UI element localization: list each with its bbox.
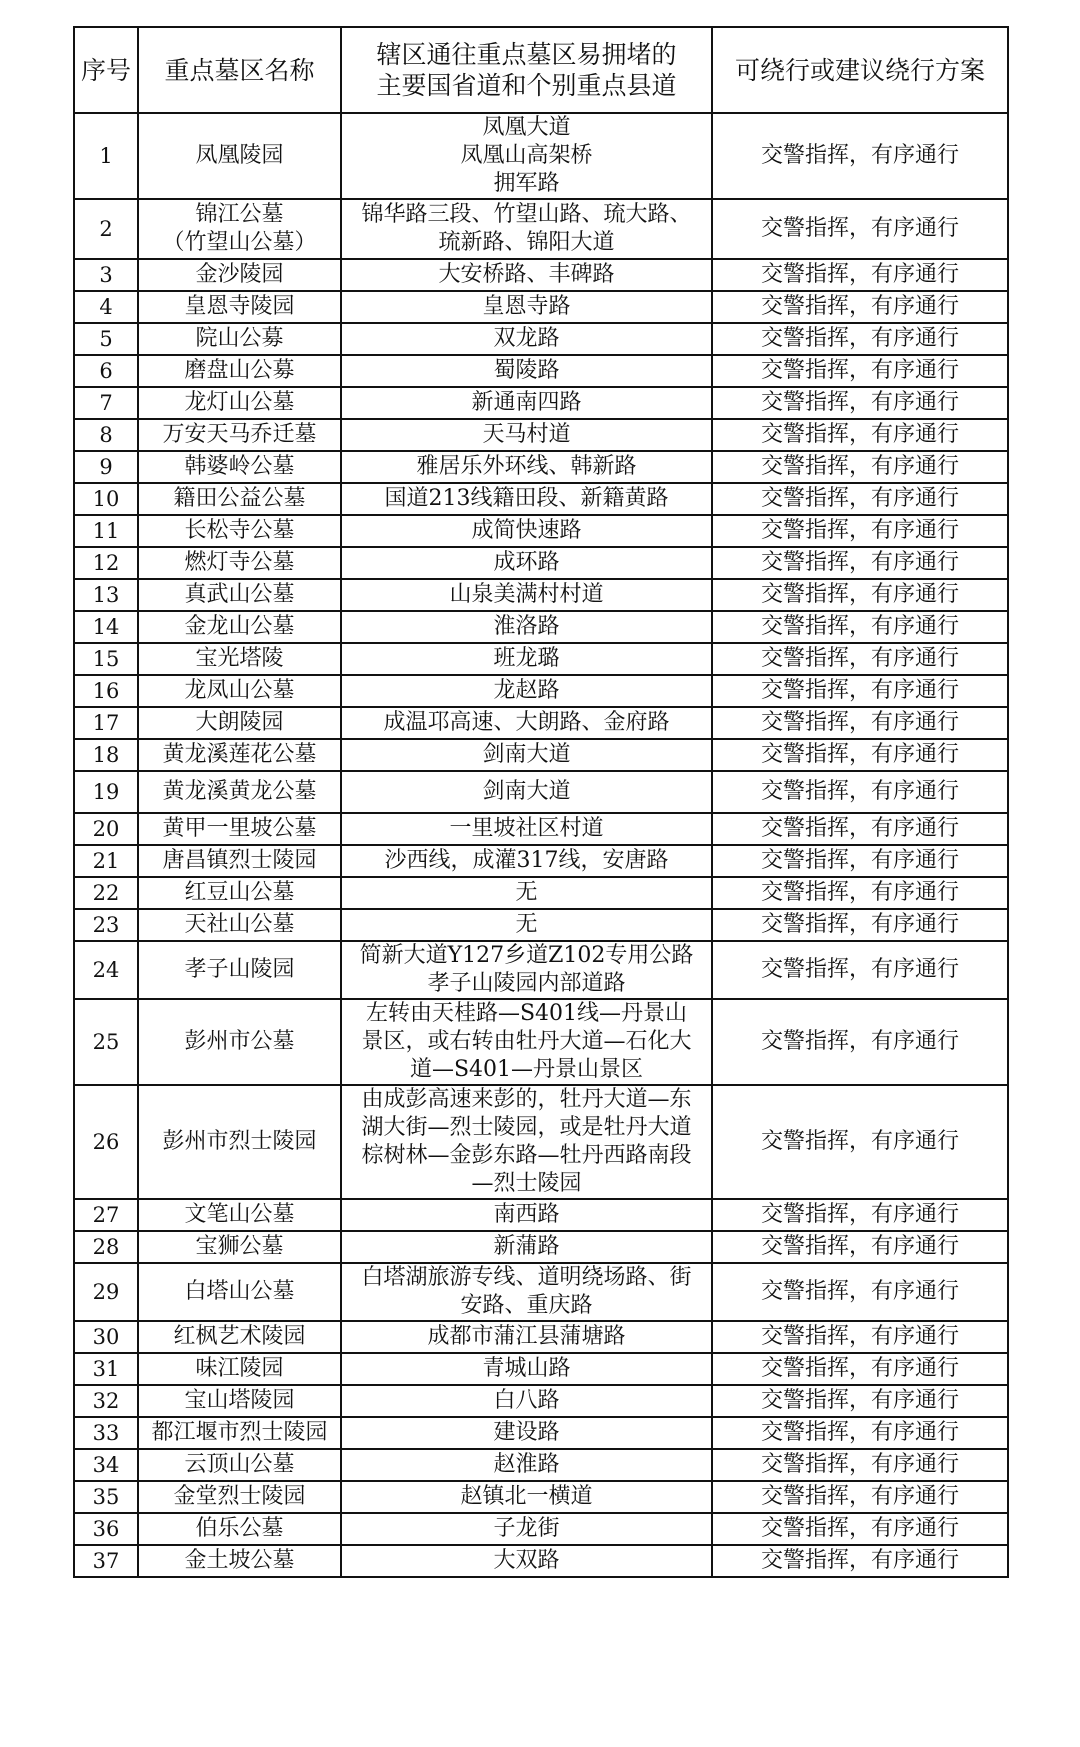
road-line: 沙西线，成灌317线，安唐路 — [384, 848, 669, 873]
road-line: 棕树林—金彭东路—牡丹西路南段 — [361, 1143, 692, 1168]
congested-roads — [341, 355, 712, 387]
table-row — [74, 1085, 1008, 1199]
row-number: 25 — [74, 999, 138, 1085]
row-number: 32 — [74, 1385, 138, 1417]
road-line: 子龙街 — [493, 1516, 560, 1541]
row-number: 15 — [74, 643, 138, 675]
road-line: 剑南大道 — [482, 779, 571, 804]
road-line: 成环路 — [493, 550, 560, 575]
cemetery-name-line: 燃灯寺公墓 — [184, 550, 295, 575]
table-row — [74, 419, 1008, 451]
congested-roads — [341, 941, 712, 999]
road-line: 大安桥路、丰碑路 — [438, 262, 615, 287]
table-row — [74, 1353, 1008, 1385]
cemetery-name-line: 伯乐公墓 — [195, 1516, 284, 1541]
table-row — [74, 547, 1008, 579]
road-line: 赵淮路 — [493, 1452, 560, 1477]
row-number: 11 — [74, 515, 138, 547]
table-row — [74, 355, 1008, 387]
cemetery-name — [138, 1513, 341, 1545]
congested-roads — [341, 707, 712, 739]
detour-plan: 交警指挥，有序通行 — [712, 579, 1008, 611]
cemetery-name-line: 文笔山公墓 — [184, 1202, 295, 1227]
cemetery-name — [138, 1321, 341, 1353]
row-number: 35 — [74, 1481, 138, 1513]
road-line: 南西路 — [493, 1202, 560, 1227]
road-line: 青城山路 — [482, 1356, 571, 1381]
table-row — [74, 323, 1008, 355]
detour-plan: 交警指挥，有序通行 — [712, 739, 1008, 771]
cemetery-name — [138, 771, 341, 813]
road-line: 成都市蒲江县蒲塘路 — [427, 1324, 626, 1349]
congested-roads — [341, 387, 712, 419]
road-line: 安路、重庆路 — [460, 1293, 593, 1318]
cemetery-name — [138, 451, 341, 483]
road-line: 天马村道 — [482, 422, 571, 447]
detour-plan: 交警指挥，有序通行 — [712, 643, 1008, 675]
table-row — [74, 579, 1008, 611]
road-line: 班龙璐 — [493, 646, 560, 671]
congested-roads — [341, 845, 712, 877]
detour-plan: 交警指挥，有序通行 — [712, 199, 1008, 259]
road-line: 琉新路、锦阳大道 — [438, 230, 615, 255]
table-row — [74, 1263, 1008, 1321]
table-row — [74, 113, 1008, 199]
header-no: 序号 — [74, 27, 138, 113]
congested-roads — [341, 451, 712, 483]
cemetery-name-line: 真武山公墓 — [184, 582, 295, 607]
congested-roads — [341, 547, 712, 579]
row-number: 1 — [74, 113, 138, 199]
congested-roads — [341, 1263, 712, 1321]
table-row — [74, 877, 1008, 909]
congested-roads — [341, 1085, 712, 1199]
congested-roads — [341, 113, 712, 199]
detour-plan: 交警指挥，有序通行 — [712, 515, 1008, 547]
road-line: 淮洛路 — [493, 614, 560, 639]
road-line: 一里坡社区村道 — [449, 816, 604, 841]
congested-roads — [341, 579, 712, 611]
detour-plan: 交警指挥，有序通行 — [712, 845, 1008, 877]
table-row — [74, 199, 1008, 259]
congested-roads — [341, 323, 712, 355]
congested-roads — [341, 1449, 712, 1481]
road-line: 赵镇北一横道 — [460, 1484, 593, 1509]
row-number: 22 — [74, 877, 138, 909]
row-number: 30 — [74, 1321, 138, 1353]
detour-plan: 交警指挥，有序通行 — [712, 771, 1008, 813]
table-row — [74, 643, 1008, 675]
road-line: 新蒲路 — [493, 1234, 560, 1259]
cemetery-name-line: 万安天马乔迁墓 — [162, 422, 317, 447]
cemetery-name — [138, 845, 341, 877]
detour-plan: 交警指挥，有序通行 — [712, 113, 1008, 199]
road-line: 孝子山陵园内部道路 — [427, 971, 626, 996]
detour-plan: 交警指挥，有序通行 — [712, 387, 1008, 419]
row-number: 37 — [74, 1545, 138, 1577]
header-roads-line: 辖区通往重点墓区易拥堵的 — [376, 40, 677, 69]
cemetery-name-line: 金土坡公墓 — [184, 1548, 295, 1573]
header-row — [74, 27, 1008, 113]
congested-roads — [341, 259, 712, 291]
cemetery-name — [138, 999, 341, 1085]
congested-roads — [341, 611, 712, 643]
cemetery-name — [138, 1231, 341, 1263]
row-number: 24 — [74, 941, 138, 999]
detour-plan: 交警指挥，有序通行 — [712, 323, 1008, 355]
table-row — [74, 1385, 1008, 1417]
road-line: 白塔湖旅游专线、道明绕场路、街 — [361, 1265, 692, 1290]
cemetery-name — [138, 675, 341, 707]
road-line: 无 — [515, 880, 538, 905]
cemetery-name-line: 龙灯山公墓 — [184, 390, 295, 415]
cemetery-name-line: 天社山公墓 — [184, 912, 295, 937]
cemetery-name-line: 金沙陵园 — [195, 262, 284, 287]
detour-plan: 交警指挥，有序通行 — [712, 611, 1008, 643]
cemetery-name — [138, 1449, 341, 1481]
row-number: 7 — [74, 387, 138, 419]
cemetery-name — [138, 483, 341, 515]
congested-roads — [341, 813, 712, 845]
cemetery-name — [138, 1417, 341, 1449]
road-line: 剑南大道 — [482, 742, 571, 767]
congested-roads — [341, 1353, 712, 1385]
table-row — [74, 771, 1008, 813]
road-line: 拥军路 — [493, 171, 560, 196]
road-line: 由成彭高速来彭的，牡丹大道—东 — [361, 1087, 692, 1112]
road-line: 大双路 — [493, 1548, 560, 1573]
table-row — [74, 813, 1008, 845]
cemetery-name-line: 味江陵园 — [195, 1356, 284, 1381]
detour-plan: 交警指挥，有序通行 — [712, 1417, 1008, 1449]
cemetery-name — [138, 387, 341, 419]
header-congested-roads — [341, 27, 712, 113]
cemetery-route-table — [73, 26, 1009, 1578]
table-row — [74, 387, 1008, 419]
row-number: 4 — [74, 291, 138, 323]
cemetery-name — [138, 1545, 341, 1577]
detour-plan: 交警指挥，有序通行 — [712, 1545, 1008, 1577]
congested-roads — [341, 515, 712, 547]
road-line: 成简快速路 — [471, 518, 582, 543]
cemetery-name-line: 红枫艺术陵园 — [173, 1324, 306, 1349]
road-line: 皇恩寺路 — [482, 294, 571, 319]
road-line: 左转由天桂路—S401线—丹景山 — [365, 1001, 688, 1026]
table-row — [74, 1449, 1008, 1481]
table-row — [74, 707, 1008, 739]
table-row — [74, 845, 1008, 877]
road-line: 新通南四路 — [471, 390, 582, 415]
detour-plan: 交警指挥，有序通行 — [712, 451, 1008, 483]
cemetery-name — [138, 1199, 341, 1231]
row-number: 2 — [74, 199, 138, 259]
table-row — [74, 611, 1008, 643]
row-number: 8 — [74, 419, 138, 451]
cemetery-name — [138, 643, 341, 675]
row-number: 13 — [74, 579, 138, 611]
cemetery-name — [138, 199, 341, 259]
congested-roads — [341, 909, 712, 941]
row-number: 5 — [74, 323, 138, 355]
cemetery-name-line: 黄龙溪莲花公墓 — [162, 742, 317, 767]
cemetery-name — [138, 941, 341, 999]
table-row — [74, 451, 1008, 483]
detour-plan: 交警指挥，有序通行 — [712, 1385, 1008, 1417]
row-number: 21 — [74, 845, 138, 877]
header-roads-line: 主要国省道和个别重点县道 — [376, 71, 677, 100]
road-line: 国道213线籍田段、新籍黄路 — [384, 486, 669, 511]
cemetery-name-line: 磨盘山公募 — [184, 358, 295, 383]
cemetery-name-line: 金龙山公墓 — [184, 614, 295, 639]
row-number: 23 — [74, 909, 138, 941]
table-row — [74, 515, 1008, 547]
table-row — [74, 259, 1008, 291]
table-row — [74, 909, 1008, 941]
congested-roads — [341, 1513, 712, 1545]
row-number: 34 — [74, 1449, 138, 1481]
row-number: 14 — [74, 611, 138, 643]
cemetery-name — [138, 909, 341, 941]
detour-plan: 交警指挥，有序通行 — [712, 1353, 1008, 1385]
cemetery-name-line: 黄龙溪黄龙公墓 — [162, 779, 317, 804]
row-number: 10 — [74, 483, 138, 515]
cemetery-name — [138, 259, 341, 291]
congested-roads — [341, 1417, 712, 1449]
cemetery-name-line: 云顶山公墓 — [184, 1452, 295, 1477]
table-row — [74, 1417, 1008, 1449]
congested-roads — [341, 999, 712, 1085]
cemetery-name-line: （竹望山公墓） — [162, 230, 317, 255]
congested-roads — [341, 1231, 712, 1263]
cemetery-name-line: 皇恩寺陵园 — [184, 294, 295, 319]
row-number: 3 — [74, 259, 138, 291]
cemetery-name — [138, 1085, 341, 1199]
road-line: 湖大街—烈士陵园，或是牡丹大道 — [361, 1115, 692, 1140]
row-number: 17 — [74, 707, 138, 739]
cemetery-name — [138, 355, 341, 387]
detour-plan: 交警指挥，有序通行 — [712, 1263, 1008, 1321]
table-row — [74, 1231, 1008, 1263]
cemetery-name — [138, 1385, 341, 1417]
table-row — [74, 941, 1008, 999]
cemetery-name — [138, 579, 341, 611]
detour-plan: 交警指挥，有序通行 — [712, 877, 1008, 909]
row-number: 33 — [74, 1417, 138, 1449]
cemetery-name — [138, 877, 341, 909]
road-line: 锦华路三段、竹望山路、琉大路、 — [361, 202, 692, 227]
detour-plan: 交警指挥，有序通行 — [712, 547, 1008, 579]
header-detour-plan: 可绕行或建议绕行方案 — [712, 27, 1008, 113]
road-line: 建设路 — [493, 1420, 560, 1445]
cemetery-name-line: 黄甲一里坡公墓 — [162, 816, 317, 841]
road-line: 简新大道Y127乡道Z102专用公路 — [359, 943, 694, 968]
row-number: 27 — [74, 1199, 138, 1231]
detour-plan: 交警指挥，有序通行 — [712, 355, 1008, 387]
road-line: —烈士陵园 — [471, 1171, 582, 1196]
cemetery-name — [138, 547, 341, 579]
congested-roads — [341, 877, 712, 909]
congested-roads — [341, 291, 712, 323]
cemetery-name-line: 金堂烈士陵园 — [173, 1484, 306, 1509]
cemetery-name-line: 唐昌镇烈士陵园 — [162, 848, 317, 873]
cemetery-name-line: 锦江公墓 — [195, 202, 284, 227]
detour-plan: 交警指挥，有序通行 — [712, 675, 1008, 707]
cemetery-name-line: 院山公募 — [195, 326, 284, 351]
road-line: 雅居乐外环线、韩新路 — [416, 454, 637, 479]
cemetery-name — [138, 515, 341, 547]
row-number: 9 — [74, 451, 138, 483]
road-line: 凤凰大道 — [482, 115, 571, 140]
detour-plan: 交警指挥，有序通行 — [712, 1321, 1008, 1353]
detour-plan: 交警指挥，有序通行 — [712, 1199, 1008, 1231]
cemetery-name-line: 红豆山公墓 — [184, 880, 295, 905]
row-number: 18 — [74, 739, 138, 771]
road-line: 白八路 — [493, 1388, 560, 1413]
cemetery-name-line: 龙凤山公墓 — [184, 678, 295, 703]
cemetery-name-line: 白塔山公墓 — [184, 1279, 295, 1304]
cemetery-name — [138, 323, 341, 355]
road-line: 成温邛高速、大朗路、金府路 — [383, 710, 670, 735]
cemetery-name-line: 韩婆岭公墓 — [184, 454, 295, 479]
congested-roads — [341, 771, 712, 813]
congested-roads — [341, 483, 712, 515]
cemetery-name — [138, 707, 341, 739]
detour-plan: 交警指挥，有序通行 — [712, 291, 1008, 323]
row-number: 20 — [74, 813, 138, 845]
row-number: 31 — [74, 1353, 138, 1385]
cemetery-name — [138, 113, 341, 199]
row-number: 6 — [74, 355, 138, 387]
detour-plan: 交警指挥，有序通行 — [712, 1449, 1008, 1481]
detour-plan: 交警指挥，有序通行 — [712, 1231, 1008, 1263]
detour-plan: 交警指挥，有序通行 — [712, 1085, 1008, 1199]
table-row — [74, 1199, 1008, 1231]
congested-roads — [341, 1545, 712, 1577]
congested-roads — [341, 1321, 712, 1353]
detour-plan: 交警指挥，有序通行 — [712, 483, 1008, 515]
row-number: 26 — [74, 1085, 138, 1199]
road-line: 山泉美满村村道 — [449, 582, 604, 607]
road-line: 蜀陵路 — [493, 358, 560, 383]
cemetery-name-line: 籍田公益公墓 — [173, 486, 306, 511]
congested-roads — [341, 1481, 712, 1513]
cemetery-name-line: 大朗陵园 — [195, 710, 284, 735]
row-number: 16 — [74, 675, 138, 707]
table-row — [74, 999, 1008, 1085]
congested-roads — [341, 675, 712, 707]
detour-plan: 交警指挥，有序通行 — [712, 707, 1008, 739]
table-row — [74, 483, 1008, 515]
row-number: 36 — [74, 1513, 138, 1545]
cemetery-name — [138, 291, 341, 323]
cemetery-name-line: 宝山塔陵园 — [184, 1388, 295, 1413]
road-line: 龙赵路 — [493, 678, 560, 703]
detour-plan: 交警指挥，有序通行 — [712, 1481, 1008, 1513]
cemetery-name-line: 都江堰市烈士陵园 — [151, 1420, 328, 1445]
table-row — [74, 739, 1008, 771]
table-row — [74, 1481, 1008, 1513]
cemetery-name-line: 长松寺公墓 — [184, 518, 295, 543]
table-body — [74, 113, 1008, 1577]
row-number: 29 — [74, 1263, 138, 1321]
cemetery-name — [138, 611, 341, 643]
cemetery-name-line: 宝狮公墓 — [195, 1234, 284, 1259]
row-number: 28 — [74, 1231, 138, 1263]
table-row — [74, 1513, 1008, 1545]
road-line: 凤凰山高架桥 — [460, 143, 593, 168]
cemetery-name-line: 宝光塔陵 — [195, 646, 284, 671]
cemetery-name — [138, 739, 341, 771]
table-row — [74, 1545, 1008, 1577]
detour-plan: 交警指挥，有序通行 — [712, 941, 1008, 999]
cemetery-name-line: 孝子山陵园 — [184, 957, 295, 982]
row-number: 12 — [74, 547, 138, 579]
detour-plan: 交警指挥，有序通行 — [712, 419, 1008, 451]
congested-roads — [341, 739, 712, 771]
congested-roads — [341, 199, 712, 259]
detour-plan: 交警指挥，有序通行 — [712, 259, 1008, 291]
congested-roads — [341, 1199, 712, 1231]
table-row — [74, 291, 1008, 323]
cemetery-name — [138, 1353, 341, 1385]
road-line: 无 — [515, 912, 538, 937]
row-number: 19 — [74, 771, 138, 813]
road-line: 双龙路 — [493, 326, 560, 351]
header-cemetery-name: 重点墓区名称 — [138, 27, 341, 113]
table-row — [74, 675, 1008, 707]
road-line: 道—S401—丹景山景区 — [409, 1057, 644, 1082]
detour-plan: 交警指挥，有序通行 — [712, 999, 1008, 1085]
congested-roads — [341, 419, 712, 451]
cemetery-name-line: 彭州市烈士陵园 — [162, 1129, 317, 1154]
congested-roads — [341, 1385, 712, 1417]
cemetery-name-line: 凤凰陵园 — [195, 143, 284, 168]
table-row — [74, 1321, 1008, 1353]
detour-plan: 交警指挥，有序通行 — [712, 1513, 1008, 1545]
detour-plan: 交警指挥，有序通行 — [712, 909, 1008, 941]
cemetery-name — [138, 1263, 341, 1321]
cemetery-name — [138, 813, 341, 845]
detour-plan: 交警指挥，有序通行 — [712, 813, 1008, 845]
cemetery-name-line: 彭州市公墓 — [184, 1029, 295, 1054]
cemetery-name — [138, 419, 341, 451]
congested-roads — [341, 643, 712, 675]
cemetery-name — [138, 1481, 341, 1513]
road-line: 景区，或右转由牡丹大道—石化大 — [361, 1029, 692, 1054]
